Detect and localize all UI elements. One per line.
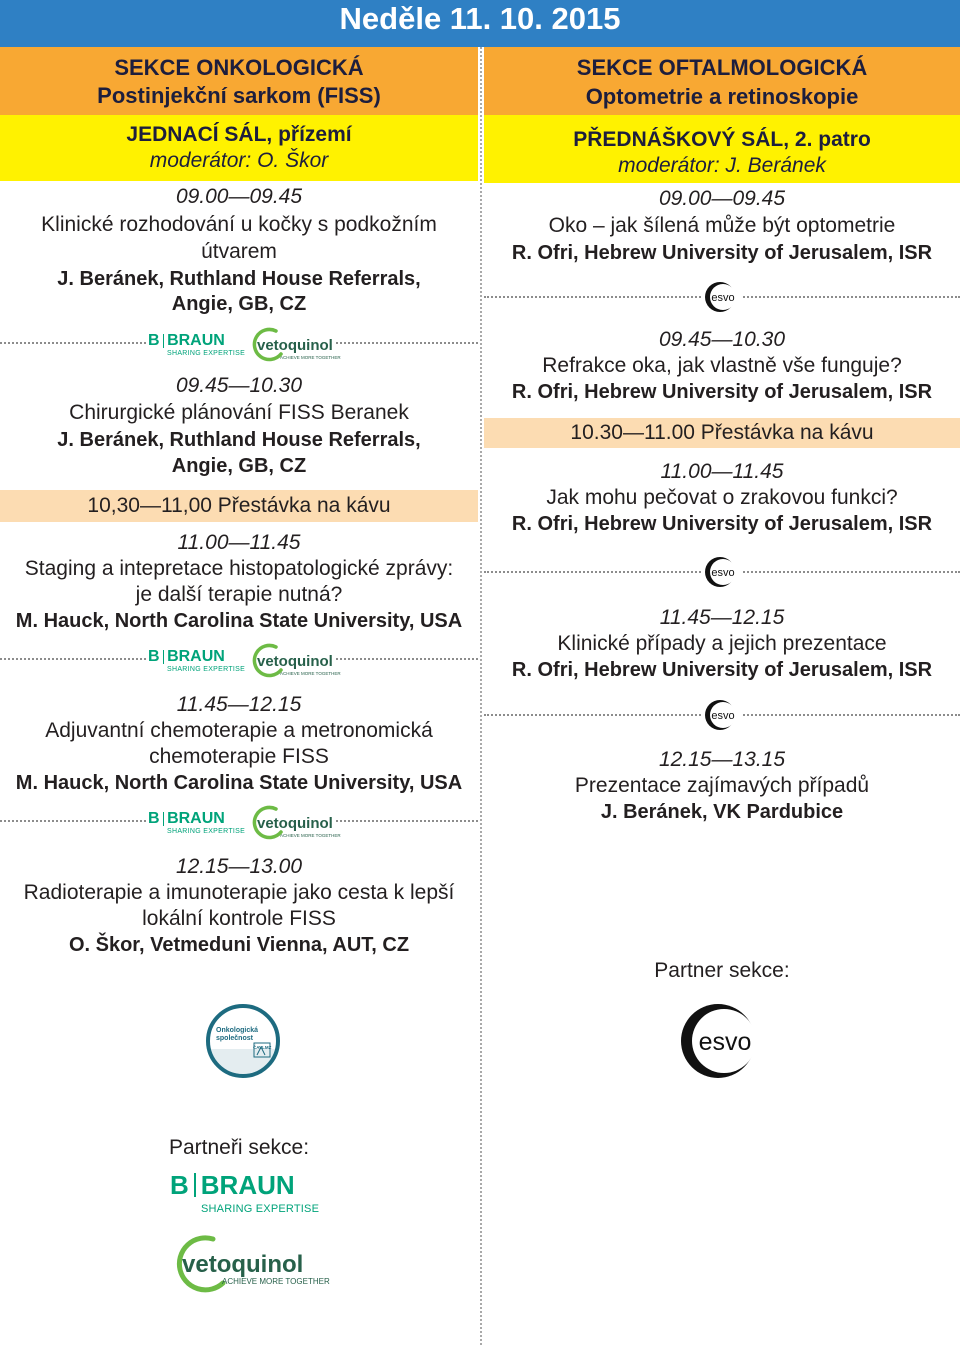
day-title: Neděle 11. 10. 2015 bbox=[339, 1, 621, 36]
talk-speaker: J. Beránek, Ruthland House Referrals, bbox=[57, 429, 421, 451]
esvo-wordmark: esvo bbox=[698, 1028, 752, 1056]
bbraun-bar bbox=[194, 1173, 196, 1197]
bbraun-wordmark bbox=[148, 811, 245, 827]
talk-time: 09.00—09.45 bbox=[658, 187, 786, 210]
talk-time: 09.45—10.30 bbox=[658, 328, 786, 351]
bbraun-name: BRAUN bbox=[167, 332, 225, 349]
vetoquinol-logo-large bbox=[171, 1231, 330, 1293]
vetoquinol-wordmark: vetoquinol bbox=[257, 815, 333, 832]
talk-speaker: R. Ofri, Hebrew University of Jerusalem, ISR bbox=[511, 513, 933, 535]
talk-speaker: M. Hauck, North Carolina State University, USA bbox=[15, 610, 463, 632]
talk-speaker: Angie, GB, CZ bbox=[171, 293, 307, 315]
bbraun-bar bbox=[163, 334, 165, 348]
talk-speaker: Angie, GB, CZ bbox=[171, 455, 307, 477]
moderator: moderátor: J. Beránek bbox=[618, 154, 826, 177]
bbraun-wordmark bbox=[148, 649, 245, 665]
esvo-logo bbox=[703, 280, 741, 314]
talk-time: 11.45—12.15 bbox=[176, 693, 302, 716]
talk-speaker: J. Beránek, Ruthland House Referrals, bbox=[57, 268, 421, 290]
column-divider bbox=[480, 47, 482, 1345]
bbraun-tagline: SHARING EXPERTISE bbox=[167, 666, 246, 673]
oncology-logo-badge: ČAVLMZ bbox=[253, 1045, 272, 1050]
room-box bbox=[0, 115, 478, 181]
vetoquinol-tagline: ACHIEVE MORE TOGETHER bbox=[280, 833, 341, 838]
bbraun-logo bbox=[146, 811, 247, 836]
talk-time: 12.15—13.15 bbox=[658, 748, 786, 771]
bbraun-bar bbox=[163, 812, 165, 826]
talk-title-line: je další terapie nutná? bbox=[135, 583, 343, 606]
talk-title-line: Chirurgické plánování FISS Beranek bbox=[69, 401, 409, 424]
talk-title-line: Jak mohu pečovat o zrakovou funkci? bbox=[546, 486, 898, 509]
section-subtitle: Optometrie a retinoskopie bbox=[585, 84, 859, 109]
esvo-logo-large bbox=[680, 1001, 764, 1081]
ophthalmology-section bbox=[484, 0, 960, 1345]
vetoquinol-tagline: ACHIEVE MORE TOGETHER bbox=[222, 1277, 330, 1286]
talk-title-line: lokální kontrole FISS bbox=[142, 907, 336, 930]
talk-speaker: J. Beránek, VK Pardubice bbox=[600, 801, 844, 823]
room-box bbox=[484, 115, 960, 183]
esvo-wordmark: esvo bbox=[711, 710, 735, 722]
bbraun-mark: B bbox=[148, 810, 160, 827]
bbraun-logo-large bbox=[168, 1172, 321, 1216]
talk-speaker: R. Ofri, Hebrew University of Jerusalem, ISR bbox=[511, 242, 933, 264]
room-name: PŘEDNÁŠKOVÝ SÁL, 2. patro bbox=[573, 128, 871, 151]
esvo-logo bbox=[703, 555, 741, 589]
talk-time: 11.00—11.45 bbox=[660, 460, 784, 483]
vetoquinol-tagline: ACHIEVE MORE TOGETHER bbox=[280, 355, 341, 360]
bbraun-bar bbox=[163, 650, 165, 664]
vetoquinol-wordmark: vetoquinol bbox=[257, 337, 333, 354]
vetoquinol-logo bbox=[248, 641, 341, 681]
bbraun-tagline: SHARING EXPERTISE bbox=[167, 828, 246, 835]
esvo-wordmark: esvo bbox=[711, 567, 735, 579]
vetoquinol-tagline: ACHIEVE MORE TOGETHER bbox=[280, 671, 341, 676]
vetoquinol-wordmark: vetoquinol bbox=[182, 1251, 304, 1278]
partners-label: Partneři sekce: bbox=[168, 1136, 310, 1159]
bbraun-mark: B bbox=[170, 1170, 189, 1200]
esvo-logo bbox=[703, 698, 741, 732]
moderator: moderátor: O. Škor bbox=[149, 149, 329, 172]
oncology-logo-line2: společnost bbox=[216, 1035, 253, 1042]
vetoquinol-logo bbox=[248, 803, 341, 843]
bbraun-logo bbox=[146, 649, 247, 674]
talk-title-line: útvarem bbox=[201, 240, 277, 263]
talk-speaker: M. Hauck, North Carolina State University, USA bbox=[15, 772, 463, 794]
talk-title-line: Radioterapie a imunoterapie jako cesta k lepší bbox=[23, 881, 455, 904]
coffee-break-box bbox=[0, 490, 478, 522]
bbraun-wordmark bbox=[170, 1172, 319, 1198]
coffee-break-box bbox=[484, 418, 960, 448]
section-heading-box bbox=[484, 47, 960, 115]
talk-title-line: Prezentace zajímavých případů bbox=[574, 774, 870, 797]
room-name: JEDNACÍ SÁL, přízemí bbox=[126, 123, 352, 146]
talk-time: 11.45—12.15 bbox=[659, 606, 785, 629]
talk-title-line: chemoterapie FISS bbox=[149, 745, 329, 768]
partners-label: Partner sekce: bbox=[654, 959, 790, 982]
coffee-break-label: 10.30—11.00 Přestávka na kávu bbox=[570, 421, 874, 444]
talk-title-line: Refrakce oka, jak vlastně vše funguje? bbox=[542, 354, 902, 377]
talk-time: 11.00—11.45 bbox=[177, 531, 301, 554]
talk-time: 12.15—13.00 bbox=[175, 855, 303, 878]
talk-title-line: Oko – jak šílená může být optometrie bbox=[548, 214, 896, 237]
section-subtitle: Postinjekční sarkom (FISS) bbox=[97, 83, 381, 108]
talk-title-line: Klinické případy a jejich prezentace bbox=[557, 632, 887, 655]
bbraun-wordmark bbox=[148, 333, 245, 349]
section-heading-box bbox=[0, 47, 478, 115]
oncology-section bbox=[0, 0, 478, 1345]
bbraun-tagline: SHARING EXPERTISE bbox=[201, 1203, 320, 1215]
oncology-logo-line1: Onkologická bbox=[216, 1027, 259, 1034]
oncology-society-logo bbox=[205, 1003, 281, 1079]
talk-time: 09.45—10.30 bbox=[175, 374, 303, 397]
vetoquinol-logo bbox=[248, 325, 341, 365]
section-title: SEKCE ONKOLOGICKÁ bbox=[114, 55, 364, 80]
bbraun-name: BRAUN bbox=[167, 810, 225, 827]
vetoquinol-wordmark: vetoquinol bbox=[257, 653, 333, 670]
talk-speaker: R. Ofri, Hebrew University of Jerusalem, ISR bbox=[511, 381, 933, 403]
section-title: SEKCE OFTALMOLOGICKÁ bbox=[576, 55, 868, 80]
bbraun-mark: B bbox=[148, 332, 160, 349]
talk-title-line: Adjuvantní chemoterapie a metronomická bbox=[45, 719, 433, 742]
bbraun-logo bbox=[146, 333, 247, 358]
talk-title-line: Klinické rozhodování u kočky s podkožním bbox=[41, 213, 437, 236]
esvo-wordmark: esvo bbox=[711, 292, 735, 304]
talk-speaker: R. Ofri, Hebrew University of Jerusalem, ISR bbox=[511, 659, 933, 681]
bbraun-name: BRAUN bbox=[200, 1170, 295, 1200]
talk-speaker: O. Škor, Vetmeduni Vienna, AUT, CZ bbox=[68, 934, 410, 956]
bbraun-mark: B bbox=[148, 648, 160, 665]
bbraun-name: BRAUN bbox=[167, 648, 225, 665]
talk-time: 09.00—09.45 bbox=[175, 185, 303, 208]
bbraun-tagline: SHARING EXPERTISE bbox=[167, 350, 246, 357]
talk-title-line: Staging a intepretace histopatologické zprávy: bbox=[24, 557, 454, 580]
coffee-break-label: 10,30—11,00 Přestávka na kávu bbox=[87, 494, 391, 517]
